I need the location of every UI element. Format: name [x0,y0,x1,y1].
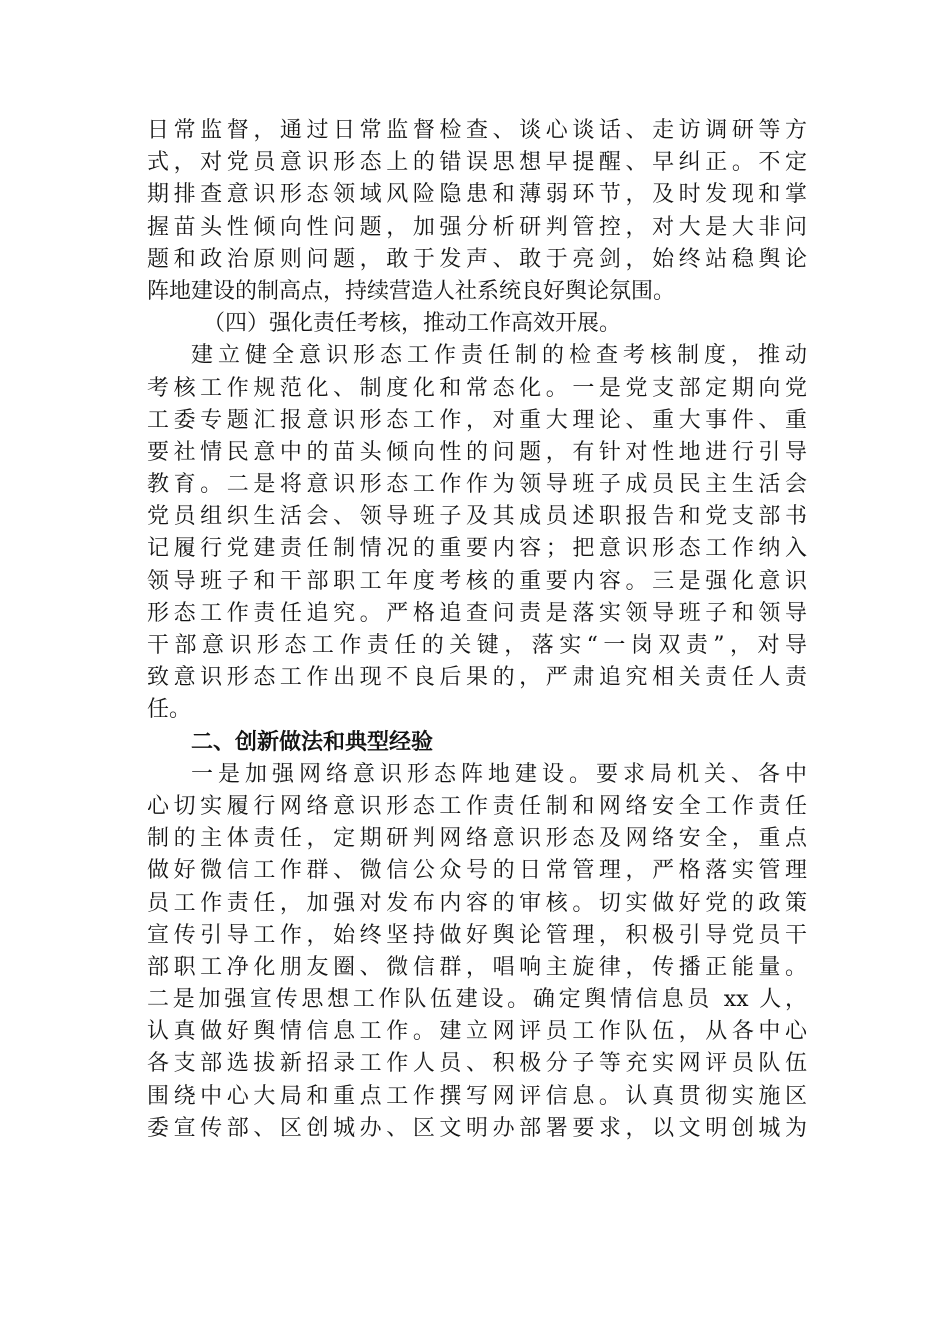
text-line: 制的主体责任，定期研判网络意识形态及网络安全，重点 [147,826,807,852]
text-line: 部职工净化朋友圈、微信群，唱响主旋律，传播正能量。 [147,954,807,980]
text-line: 认真做好舆情信息工作。建立网评员工作队伍，从各中心 [147,1019,807,1045]
text-line: 领导班子和干部职工年度考核的重要内容。三是强化意识 [147,568,807,594]
text-line: 期排查意识形态领域风险隐患和薄弱环节，及时发现和掌 [147,182,807,208]
text-line: 党员组织生活会、领导班子及其成员述职报告和党支部书 [147,504,807,530]
text-line: 二是加强宣传思想工作队伍建设。确定舆情信息员 xx 人， [147,987,807,1013]
text-line: 各支部选拔新招录工作人员、积极分子等充实网评员队伍 [147,1051,807,1077]
text-line: 题和政治原则问题，敢于发声、敢于亮剑，始终站稳舆论 [147,246,807,272]
text-line: 宣传引导工作，始终坚持做好舆论管理，积极引导党员干 [147,922,807,948]
text-line: 委宣传部、区创城办、区文明办部署要求，以文明创城为 [147,1115,807,1141]
text-line: 围绕中心大局和重点工作撰写网评信息。认真贯彻实施区 [147,1083,807,1109]
subsection-heading: （四）强化责任考核，推动工作高效开展。 [203,311,622,337]
paragraph-first-line: 一是加强网络意识形态阵地建设。要求局机关、各中 [191,761,807,787]
text-line: 式，对党员意识形态上的错误思想早提醒、早纠正。不定 [147,150,807,176]
document-body [147,115,807,1145]
text-line: 握苗头性倾向性问题，加强分析研判管控，对大是大非问 [147,214,807,240]
text-line: 员工作责任，加强对发布内容的审核。切实做好党的政策 [147,890,807,916]
paragraph-last-line: 阵地建设的制高点，持续营造人社系统良好舆论氛围。 [147,278,676,304]
text-line: 形态工作责任追究。严格追查问责是落实领导班子和领导 [147,600,807,626]
text-line: 干部意识形态工作责任的关键，落实“一岗双责”，对导 [147,633,807,658]
paragraph-last-line: 任。 [147,697,192,723]
text-line: 致意识形态工作出现不良后果的，严肃追究相关责任人责 [147,665,807,691]
text-line: 工委专题汇报意识形态工作，对重大理论、重大事件、重 [147,407,807,433]
text-line: 考核工作规范化、制度化和常态化。一是党支部定期向党 [147,375,807,401]
section-heading: 二、创新做法和典型经验 [191,729,434,755]
text-line: 记履行党建责任制情况的重要内容；把意识形态工作纳入 [147,536,807,562]
paragraph-first-line: 建立健全意识形态工作责任制的检查考核制度，推动 [191,343,807,369]
text-line: 教育。二是将意识形态工作作为领导班子成员民主生活会 [147,472,807,498]
text-line: 要社情民意中的苗头倾向性的问题，有针对性地进行引导 [147,439,807,465]
text-line: 做好微信工作群、微信公众号的日常管理，严格落实管理 [147,858,807,884]
text-line: 心切实履行网络意识形态工作责任制和网络安全工作责任 [147,793,807,819]
text-line: 日常监督，通过日常监督检查、谈心谈话、走访调研等方 [147,118,807,143]
